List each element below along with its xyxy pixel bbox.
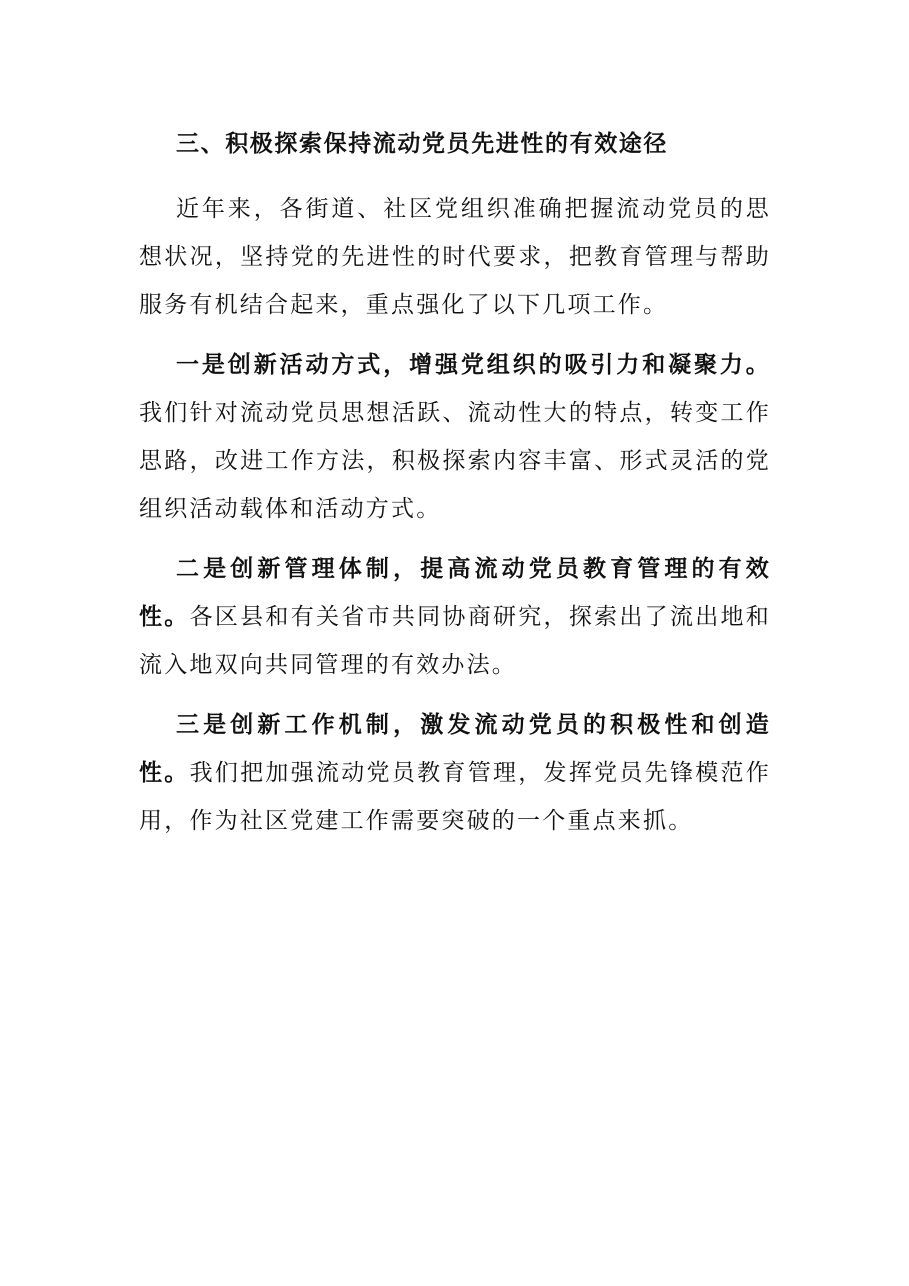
item-paragraph-3 [139,701,771,845]
item-lead-2: 二是创新管理体制，提高流动党员教育管理的有效性。 [139,555,771,630]
document-body [139,124,771,845]
item-paragraph-1 [139,341,771,533]
intro-paragraph: 近年来，各街道、社区党组织准确把握流动党员的思想状况，坚持党的先进性的时代要求，把教育管理与帮助服务有机结合起来，重点强化了以下几项工作。 [139,196,771,318]
section-heading: 三、积极探索保持流动党员先进性的有效途径 [176,130,668,157]
item-body-2: 各区县和有关省市共同协商研究，探索出了流出地和流入地双向共同管理的有效办法。 [139,604,771,678]
item-lead-3: 三是创新工作机制，激发流动党员的积极性和创造性。 [139,711,771,786]
item-lead-1: 一是创新活动方式，增强党组织的吸引力和凝聚力。 [176,351,771,378]
item-body-1: 我们针对流动党员思想活跃、流动性大的特点，转变工作思路，改进工作方法，积极探索内容丰富、形式灵活的党组织活动载体和活动方式。 [139,400,771,522]
item-body-3: 我们把加强流动党员教育管理，发挥党员先锋模范作用，作为社区党建工作需要突破的一个重点来抓。 [139,760,771,834]
item-paragraph-2 [139,545,771,689]
